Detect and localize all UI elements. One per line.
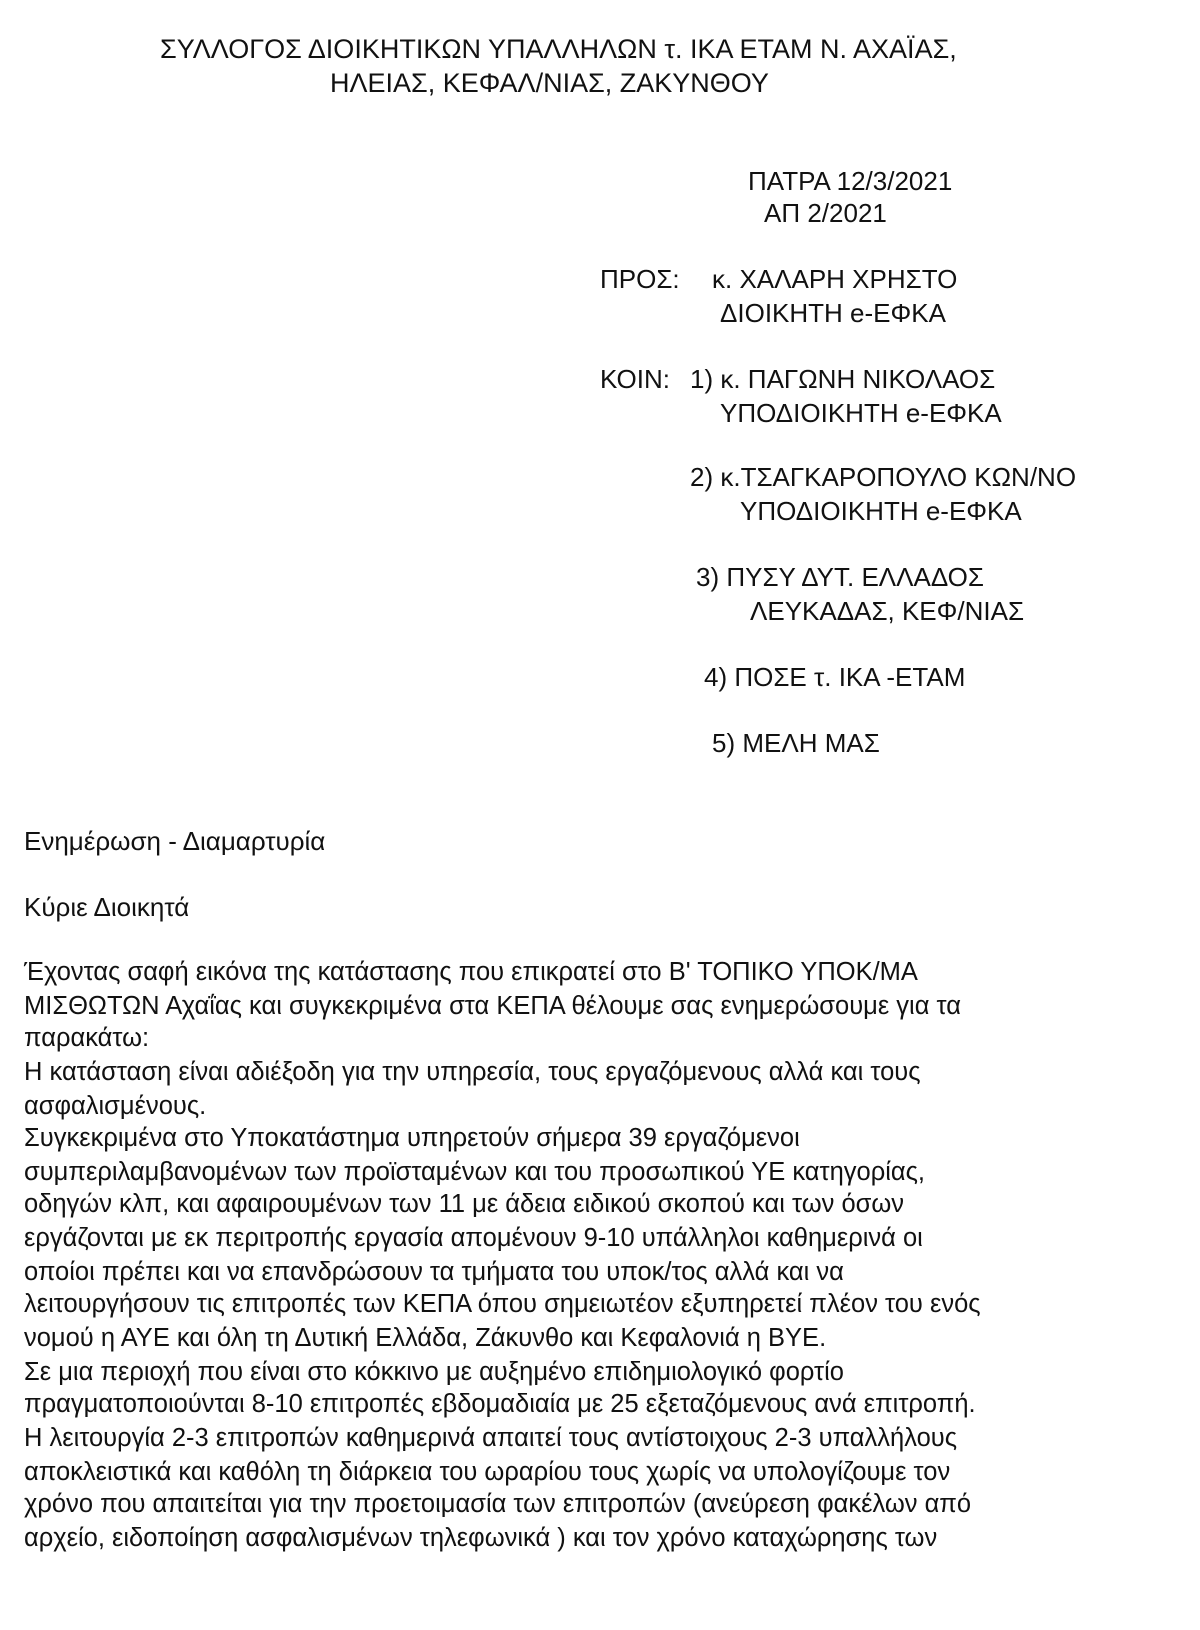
body-line: οποίοι πρέπει και να επανδρώσουν τα τμήματα του υποκ/τος αλλά και να xyxy=(24,1258,844,1286)
body-line: Συγκεκριμένα στο Υποκατάστημα υπηρετούν σήμερα 39 εργαζόμενοι xyxy=(24,1124,800,1152)
body-line: αποκλειστικά και καθόλη τη διάρκεια του ωραρίου τους χωρίς να υπολογίζουμε τον xyxy=(24,1458,951,1486)
body-line: Η κατάσταση είναι αδιέξοδη για την υπηρεσία, τους εργαζόμενους αλλά και τους xyxy=(24,1058,921,1086)
body-line: εργάζονται με εκ περιτροπής εργασία απομένουν 9-10 υπάλληλοι καθημερινά οι xyxy=(24,1224,923,1252)
body-line: Η λειτουργία 2-3 επιτροπών καθημερινά απαιτεί τους αντίστοιχους 2-3 υπαλλήλους xyxy=(24,1424,958,1452)
cc-item-2-line-2: ΥΠΟΔΙΟΙΚΗΤΗ e-ΕΦΚΑ xyxy=(740,496,1022,526)
body-line: Σε μια περιοχή που είναι στο κόκκινο με αυξημένο επιδημιολογικό φορτίο xyxy=(24,1358,844,1386)
body-line: χρόνο που απαιτείται για την προετοιμασία των επιτροπών (ανεύρεση φακέλων από xyxy=(24,1490,972,1518)
cc-item-3-line-2: ΛΕΥΚΑΔΑΣ, ΚΕΦ/ΝΙΑΣ xyxy=(750,596,1025,626)
protocol-number: ΑΠ 2/2021 xyxy=(764,198,887,228)
body-line: συμπεριλαμβανομένων των προϊσταμένων και του προσωπικού ΥΕ κατηγορίας, xyxy=(24,1158,925,1186)
cc-item-1-line-1: 1) κ. ΠΑΓΩΝΗ ΝΙΚΟΛΑΟΣ xyxy=(690,364,996,394)
header-line-1: ΣΥΛΛΟΓΟΣ ΔΙΟΙΚΗΤΙΚΩΝ ΥΠΑΛΛΗΛΩΝ τ. ΙΚΑ ΕΤΑΜ Ν. ΑΧΑΪΑΣ, xyxy=(160,34,957,64)
cc-item-3-line-1: 3) ΠΥΣΥ ΔΥΤ. ΕΛΛΑΔΟΣ xyxy=(696,562,984,592)
recipient-name: κ. ΧΑΛΑΡΗ ΧΡΗΣΤΟ xyxy=(712,264,958,294)
subject-line: Ενημέρωση - Διαμαρτυρία xyxy=(24,826,326,856)
recipient-title: ΔΙΟΙΚΗΤΗ e-ΕΦΚΑ xyxy=(720,298,946,328)
recipient-label: ΠΡΟΣ: xyxy=(600,264,680,294)
cc-item-4: 4) ΠΟΣΕ τ. ΙΚΑ -ΕΤΑΜ xyxy=(704,662,966,692)
body-line: Έχοντας σαφή εικόνα της κατάστασης που επικρατεί στο Β' ΤΟΠΙΚΟ ΥΠΟΚ/ΜΑ xyxy=(24,958,918,986)
body-line: πραγματοποιούνται 8-10 επιτροπές εβδομαδιαία με 25 εξεταζόμενους ανά επιτροπή. xyxy=(24,1390,976,1418)
body-line: παρακάτω: xyxy=(24,1024,150,1052)
body-line: ασφαλισμένους. xyxy=(24,1092,207,1120)
body-line: οδηγών κλπ, και αφαιρουμένων των 11 με άδεια ειδικού σκοπού και των όσων xyxy=(24,1190,905,1218)
body-line: νομού η ΑΥΕ και όλη τη Δυτική Ελλάδα, Ζάκυνθο και Κεφαλονιά η ΒΥΕ. xyxy=(24,1324,827,1352)
body-line: λειτουργήσουν τις επιτροπές των ΚΕΠΑ όπου σημειωτέον εξυπηρετεί πλέον του ενός xyxy=(24,1290,981,1318)
body-line: ΜΙΣΘΩΤΩΝ Αχαΐας και συγκεκριμένα στα ΚΕΠΑ θέλουμε σας ενημερώσουμε για τα xyxy=(24,992,961,1020)
place-date: ΠΑΤΡΑ 12/3/2021 xyxy=(748,166,953,196)
cc-item-1-line-2: ΥΠΟΔΙΟΙΚΗΤΗ e-ΕΦΚΑ xyxy=(720,398,1002,428)
cc-item-2-line-1: 2) κ.ΤΣΑΓΚΑΡΟΠΟΥΛΟ ΚΩΝ/ΝΟ xyxy=(690,462,1077,492)
cc-item-5: 5) ΜΕΛΗ ΜΑΣ xyxy=(712,728,880,758)
cc-label: ΚΟΙΝ: xyxy=(600,364,670,394)
body-line: αρχείο, ειδοποίηση ασφαλισμένων τηλεφωνικά ) και τον χρόνο καταχώρησης των xyxy=(24,1524,938,1552)
header-line-2: ΗΛΕΙΑΣ, ΚΕΦΑΛ/ΝΙΑΣ, ΖΑΚΥΝΘΟΥ xyxy=(330,68,769,98)
salutation: Κύριε Διοικητά xyxy=(24,892,190,922)
